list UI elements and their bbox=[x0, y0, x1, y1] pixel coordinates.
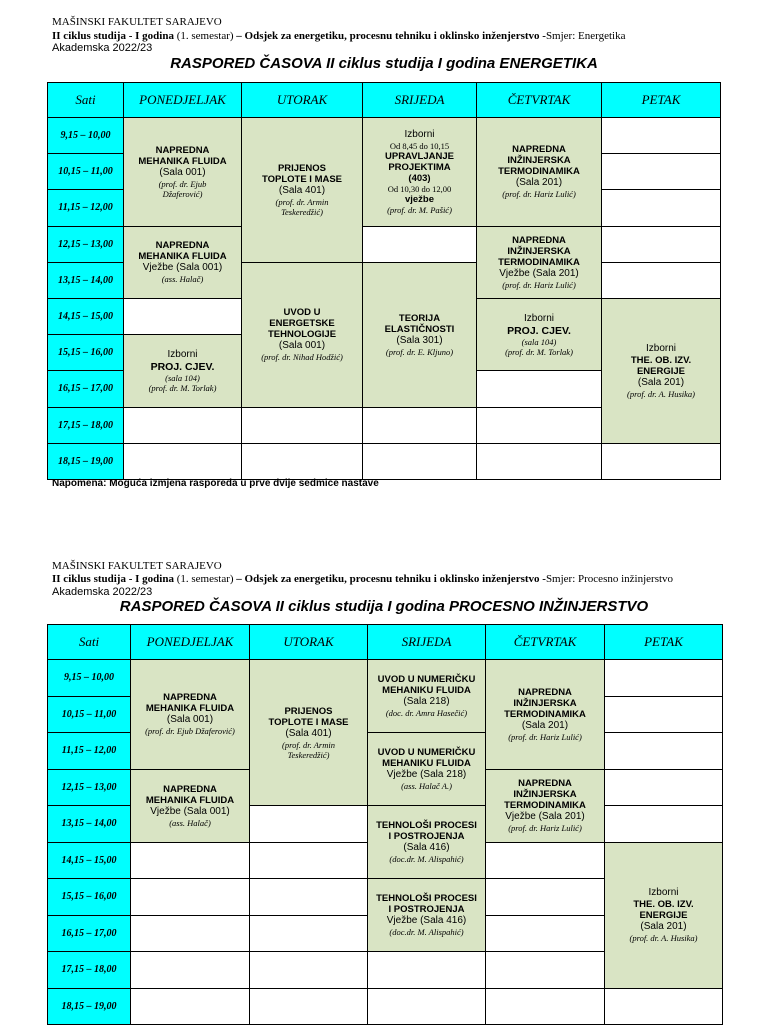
course-line: Izborni bbox=[167, 349, 197, 361]
column-header-srijeda: SRIJEDA bbox=[367, 624, 486, 660]
empty-slot bbox=[604, 659, 723, 697]
column-header-srijeda: SRIJEDA bbox=[362, 82, 477, 118]
course-line: UPRAVLJANJE bbox=[385, 151, 454, 162]
time-slot: 11,15 – 12,00 bbox=[47, 732, 131, 770]
column-header-utorak: UTORAK bbox=[249, 624, 368, 660]
empty-slot bbox=[476, 443, 602, 480]
program-department-1: – Odsjek za energetiku, procesnu tehniku i oklinsko inženjerstvo - bbox=[236, 30, 546, 42]
course-line: (ass. Halač) bbox=[169, 818, 211, 828]
course-line: (Sala 001) bbox=[159, 167, 205, 179]
course-line: ENERGETSKE bbox=[269, 318, 334, 329]
course-line: TEHNOLOŠI PROCESI bbox=[376, 893, 477, 904]
course-line: PRIJENOS bbox=[278, 163, 326, 174]
course-line: MEHANIKA FLUIDA bbox=[146, 795, 234, 806]
empty-slot bbox=[476, 370, 602, 407]
academic-year-2: Akademska 2022/23 bbox=[52, 586, 152, 599]
course-line: Izborni bbox=[404, 129, 434, 141]
course-block bbox=[123, 117, 242, 227]
course-line: INŽINJERSKA bbox=[507, 246, 570, 257]
course-line: THE. OB. IZV. bbox=[633, 899, 693, 910]
course-line: (doc.dr. M. Alispahić) bbox=[389, 854, 463, 864]
course-line: (Sala 201) bbox=[522, 720, 568, 732]
course-line: (prof. dr. M. Pašić) bbox=[387, 205, 452, 215]
empty-slot bbox=[241, 443, 363, 480]
empty-slot bbox=[362, 443, 477, 480]
course-line: NAPREDNA bbox=[156, 240, 210, 251]
empty-slot bbox=[485, 915, 605, 953]
course-line: (sala 104) bbox=[165, 373, 200, 383]
course-line: NAPREDNA bbox=[512, 235, 566, 246]
course-block bbox=[485, 659, 605, 770]
time-slot: 12,15 – 13,00 bbox=[47, 226, 124, 263]
course-block bbox=[241, 262, 363, 408]
course-line: NAPREDNA bbox=[518, 687, 572, 698]
empty-slot bbox=[601, 226, 721, 263]
empty-slot bbox=[249, 842, 368, 880]
course-line: (prof. dr. Armin bbox=[276, 197, 329, 207]
course-line: NAPREDNA bbox=[518, 778, 572, 789]
course-line: (Sala 301) bbox=[396, 335, 442, 347]
time-slot: 11,15 – 12,00 bbox=[47, 189, 124, 226]
course-line: TEHNOLOGIJE bbox=[268, 329, 336, 340]
empty-slot bbox=[362, 226, 477, 263]
course-line: (Sala 401) bbox=[279, 185, 325, 197]
course-line: MEHANIKU FLUIDA bbox=[382, 758, 471, 769]
empty-slot bbox=[249, 988, 368, 1025]
course-line: PROJ. CJEV. bbox=[151, 361, 215, 373]
column-header-ponedjeljak: PONEDJELJAK bbox=[123, 82, 242, 118]
course-block bbox=[601, 298, 721, 444]
column-header-ponedjeljak: PONEDJELJAK bbox=[130, 624, 250, 660]
course-line: Izborni bbox=[648, 887, 678, 899]
course-line: TEORIJA bbox=[399, 313, 440, 324]
course-line: PRIJENOS bbox=[284, 706, 332, 717]
course-line: Vježbe (Sala 001) bbox=[143, 262, 223, 274]
faculty-name-2: MAŠINSKI FAKULTET SARAJEVO bbox=[52, 560, 222, 573]
course-line: Vježbe (Sala 001) bbox=[150, 806, 230, 818]
course-block bbox=[249, 659, 368, 806]
empty-slot bbox=[485, 878, 605, 916]
empty-slot bbox=[601, 262, 721, 299]
empty-slot bbox=[249, 915, 368, 953]
course-line: TERMODINAMIKA bbox=[498, 257, 580, 268]
course-line: Vježbe (Sala 201) bbox=[505, 811, 585, 823]
empty-slot bbox=[123, 443, 242, 480]
course-line: (prof. dr. Armin bbox=[282, 740, 335, 750]
course-line: I POSTROJENJA bbox=[388, 831, 464, 842]
course-block bbox=[123, 226, 242, 299]
empty-slot bbox=[604, 732, 723, 770]
empty-slot bbox=[249, 805, 368, 843]
course-block bbox=[130, 769, 250, 843]
empty-slot bbox=[130, 988, 250, 1025]
empty-slot bbox=[601, 443, 721, 480]
empty-slot bbox=[130, 915, 250, 953]
course-line: (prof. dr. Nihad Hodžić) bbox=[261, 352, 343, 362]
course-line: vježbe bbox=[405, 194, 434, 205]
time-slot: 14,15 – 15,00 bbox=[47, 842, 131, 880]
course-line: Teskeredžić) bbox=[288, 750, 330, 760]
column-header-sati: Sati bbox=[47, 624, 131, 660]
course-block bbox=[485, 769, 605, 843]
time-slot: 10,15 – 11,00 bbox=[47, 696, 131, 734]
course-line: INŽINJERSKA bbox=[507, 155, 570, 166]
time-slot: 12,15 – 13,00 bbox=[47, 769, 131, 807]
program-semester-2: (1. semestar) bbox=[174, 573, 236, 585]
course-line: TERMODINAMIKA bbox=[504, 800, 586, 811]
course-line: MEHANIKA FLUIDA bbox=[146, 703, 234, 714]
course-line: (doc. dr. Amra Hasečić) bbox=[386, 708, 467, 718]
course-line: Od 10,30 do 12,00 bbox=[388, 184, 452, 194]
course-line: (prof. dr. Ejub bbox=[159, 179, 207, 189]
time-slot: 16,15 – 17,00 bbox=[47, 915, 131, 953]
course-line: ENERGIJE bbox=[637, 366, 685, 377]
empty-slot bbox=[476, 407, 602, 444]
course-line: (ass. Halač A.) bbox=[401, 781, 452, 791]
course-line: (Sala 416) bbox=[403, 842, 449, 854]
course-line: UVOD U bbox=[284, 307, 321, 318]
time-slot: 17,15 – 18,00 bbox=[47, 951, 131, 989]
empty-slot bbox=[367, 951, 486, 989]
course-line: I POSTROJENJA bbox=[388, 904, 464, 915]
course-block bbox=[476, 117, 602, 227]
course-line: (Sala 201) bbox=[516, 177, 562, 189]
time-slot: 17,15 – 18,00 bbox=[47, 407, 124, 444]
course-line: (Sala 001) bbox=[279, 340, 325, 352]
time-slot: 14,15 – 15,00 bbox=[47, 298, 124, 335]
time-slot: 16,15 – 17,00 bbox=[47, 370, 124, 407]
empty-slot bbox=[130, 878, 250, 916]
course-line: Izborni bbox=[646, 343, 676, 355]
course-line: (prof. dr. E. Kljuno) bbox=[386, 347, 453, 357]
empty-slot bbox=[241, 407, 363, 444]
course-line: Džaferović) bbox=[163, 189, 203, 199]
course-line: Od 8,45 do 10,15 bbox=[390, 141, 449, 151]
course-line: (prof. dr. Ejub Džaferović) bbox=[145, 726, 235, 736]
academic-year-1: Akademska 2022/23 bbox=[52, 42, 152, 55]
course-block bbox=[130, 659, 250, 770]
course-line: (prof. dr. A. Husika) bbox=[630, 933, 698, 943]
course-block bbox=[241, 117, 363, 263]
program-semester-1: (1. semestar) bbox=[174, 30, 236, 42]
course-line: UVOD U NUMERIČKU bbox=[378, 747, 476, 758]
course-line: UVOD U NUMERIČKU bbox=[378, 674, 476, 685]
course-line: (Sala 201) bbox=[638, 377, 684, 389]
course-line: ELASTIČNOSTI bbox=[385, 324, 455, 335]
program-line-2 bbox=[52, 573, 673, 586]
course-line: (ass. Halač) bbox=[162, 274, 204, 284]
empty-slot bbox=[604, 988, 723, 1025]
time-slot: 15,15 – 16,00 bbox=[47, 878, 131, 916]
course-block bbox=[367, 805, 486, 879]
course-line: Teskeredžić) bbox=[281, 207, 323, 217]
empty-slot bbox=[249, 951, 368, 989]
empty-slot bbox=[604, 769, 723, 807]
empty-slot bbox=[130, 951, 250, 989]
course-block bbox=[476, 226, 602, 299]
course-line: (prof. dr. Hariz Lulić) bbox=[508, 732, 582, 742]
course-line: TEHNOLOŠI PROCESI bbox=[376, 820, 477, 831]
column-header-sati: Sati bbox=[47, 82, 124, 118]
course-block bbox=[123, 334, 242, 407]
course-line: (Sala 401) bbox=[285, 728, 331, 740]
course-block bbox=[367, 732, 486, 806]
course-line: (Sala 201) bbox=[640, 921, 686, 933]
program-track-2: Smjer: Procesno inžinjerstvo bbox=[546, 573, 673, 585]
course-line: ENERGIJE bbox=[639, 910, 687, 921]
time-slot: 9,15 – 10,00 bbox=[47, 659, 131, 697]
course-block bbox=[367, 659, 486, 733]
course-line: Vježbe (Sala 201) bbox=[499, 268, 579, 280]
course-line: Izborni bbox=[524, 313, 554, 325]
empty-slot bbox=[601, 117, 721, 154]
course-line: (prof. dr. Hariz Lulić) bbox=[502, 280, 576, 290]
course-line: PROJ. CJEV. bbox=[507, 325, 571, 337]
time-slot: 15,15 – 16,00 bbox=[47, 334, 124, 371]
column-header-cetvrtak: ČETVRTAK bbox=[476, 82, 602, 118]
course-line: NAPREDNA bbox=[163, 784, 217, 795]
course-line: Vježbe (Sala 416) bbox=[387, 915, 467, 927]
course-line: MEHANIKA FLUIDA bbox=[138, 251, 226, 262]
time-slot: 18,15 – 19,00 bbox=[47, 443, 124, 480]
course-line: TERMODINAMIKA bbox=[504, 709, 586, 720]
course-line: (prof. dr. Hariz Lulić) bbox=[508, 823, 582, 833]
course-line: TERMODINAMIKA bbox=[498, 166, 580, 177]
course-line: NAPREDNA bbox=[163, 692, 217, 703]
course-line: (Sala 218) bbox=[403, 696, 449, 708]
course-line: (prof. dr. Hariz Lulić) bbox=[502, 189, 576, 199]
program-department-2: – Odsjek za energetiku, procesnu tehniku i oklinsko inženjerstvo - bbox=[236, 573, 546, 585]
course-line: NAPREDNA bbox=[512, 144, 566, 155]
empty-slot bbox=[362, 407, 477, 444]
column-header-cetvrtak: ČETVRTAK bbox=[485, 624, 605, 660]
program-cycle-1: II ciklus studija - I godina bbox=[52, 30, 174, 42]
column-header-petak: PETAK bbox=[601, 82, 721, 118]
course-line: INŽINJERSKA bbox=[513, 789, 576, 800]
empty-slot bbox=[123, 407, 242, 444]
time-slot: 10,15 – 11,00 bbox=[47, 153, 124, 190]
empty-slot bbox=[604, 805, 723, 843]
empty-slot bbox=[367, 988, 486, 1025]
course-line: INŽINJERSKA bbox=[513, 698, 576, 709]
empty-slot bbox=[485, 842, 605, 880]
course-line: (403) bbox=[408, 173, 430, 184]
time-slot: 13,15 – 14,00 bbox=[47, 262, 124, 299]
course-block bbox=[362, 262, 477, 408]
course-line: NAPREDNA bbox=[156, 145, 210, 156]
course-block bbox=[367, 878, 486, 952]
course-line: TOPLOTE I MASE bbox=[268, 717, 348, 728]
empty-slot bbox=[601, 189, 721, 226]
empty-slot bbox=[485, 988, 605, 1025]
course-line: MEHANIKU FLUIDA bbox=[382, 685, 471, 696]
course-line: Vježbe (Sala 218) bbox=[387, 769, 467, 781]
course-line: (prof. dr. A. Husika) bbox=[627, 389, 695, 399]
empty-slot bbox=[123, 298, 242, 335]
course-block bbox=[362, 117, 477, 227]
program-cycle-2: II ciklus studija - I godina bbox=[52, 573, 174, 585]
empty-slot bbox=[604, 696, 723, 734]
empty-slot bbox=[601, 153, 721, 190]
course-line: (prof. dr. M. Torlak) bbox=[149, 383, 217, 393]
course-line: THE. OB. IZV. bbox=[631, 355, 691, 366]
empty-slot bbox=[249, 878, 368, 916]
column-header-petak: PETAK bbox=[604, 624, 723, 660]
course-line: MEHANIKA FLUIDA bbox=[138, 156, 226, 167]
faculty-name-1: MAŠINSKI FAKULTET SARAJEVO bbox=[52, 16, 222, 29]
schedule-title-1: RASPORED ČASOVA II ciklus studija I godina ENERGETIKA bbox=[0, 55, 768, 72]
course-line: (prof. dr. M. Torlak) bbox=[505, 347, 573, 357]
course-line: PROJEKTIMA bbox=[388, 162, 450, 173]
empty-slot bbox=[485, 951, 605, 989]
course-line: (sala 104) bbox=[522, 337, 557, 347]
course-line: TOPLOTE I MASE bbox=[262, 174, 342, 185]
schedule-note: Napomena: Moguća izmjena rasporeda u prve dvije sedmice nastave bbox=[52, 478, 379, 489]
column-header-utorak: UTORAK bbox=[241, 82, 363, 118]
time-slot: 13,15 – 14,00 bbox=[47, 805, 131, 843]
time-slot: 18,15 – 19,00 bbox=[47, 988, 131, 1025]
schedule-title-2: RASPORED ČASOVA II ciklus studija I godina PROCESNO INŽINJERSTVO bbox=[0, 598, 768, 615]
course-block bbox=[476, 298, 602, 371]
course-line: (Sala 001) bbox=[167, 714, 213, 726]
course-line: (doc.dr. M. Alispahić) bbox=[389, 927, 463, 937]
time-slot: 9,15 – 10,00 bbox=[47, 117, 124, 154]
program-track-1: Smjer: Energetika bbox=[546, 30, 626, 42]
empty-slot bbox=[130, 842, 250, 880]
course-block bbox=[604, 842, 723, 989]
